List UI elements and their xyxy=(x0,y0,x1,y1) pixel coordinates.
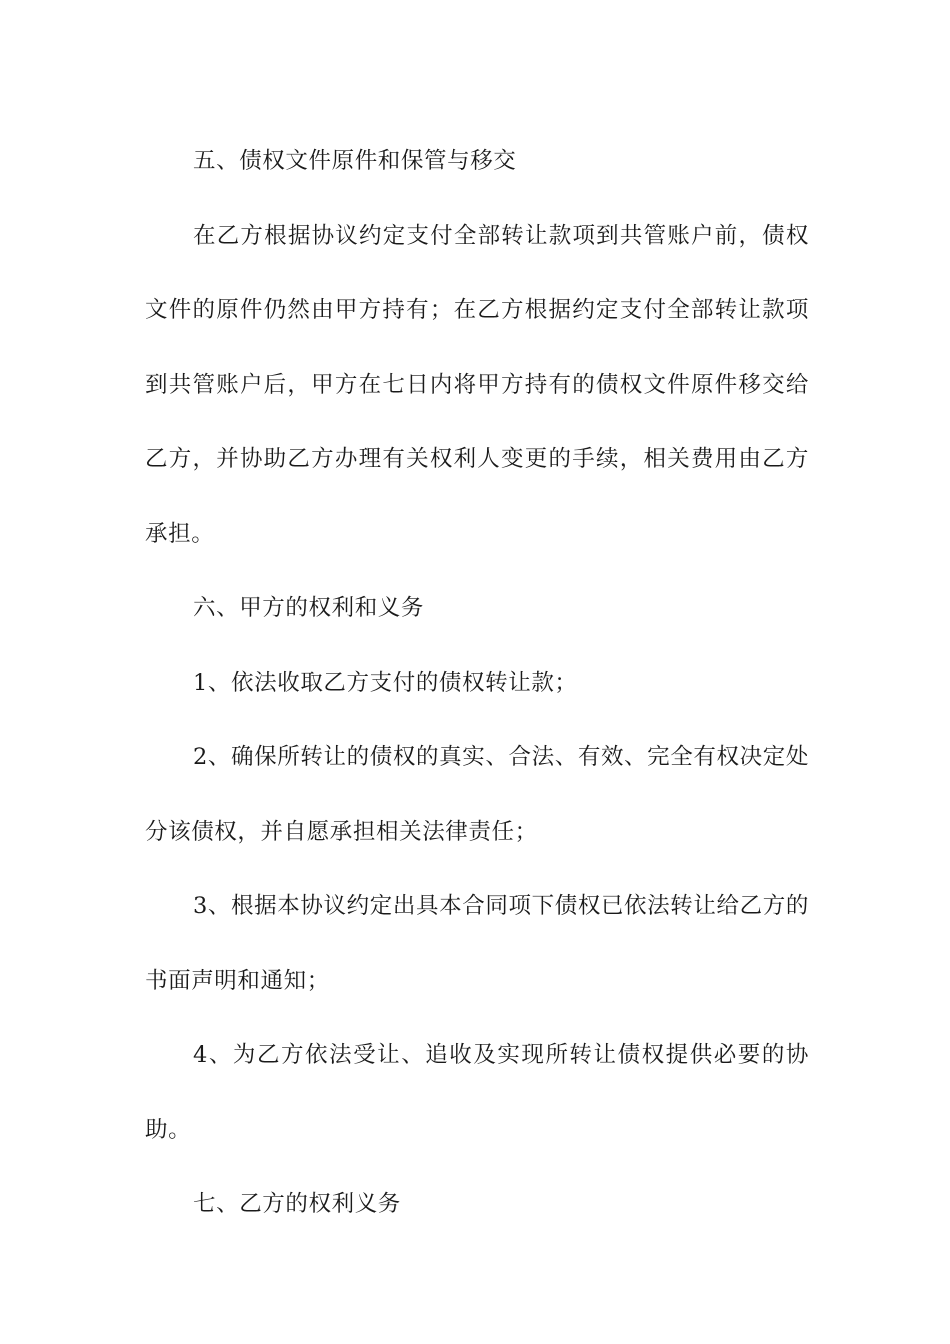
section-heading-6: 六、甲方的权利和义务 xyxy=(193,595,425,621)
paragraph-original-documents: 在乙方根据协议约定支付全部转让款项到共管账户前，债权文件的原件仍然由甲方持有；在乙方根据约定支付全部转让款项到共管账户后，甲方在七日内将甲方持有的债权文件原件移交给乙方，并协助乙方办理有关权利人变更的手续，相关费用由乙方承担。 xyxy=(145,222,809,547)
section-heading-7: 七、乙方的权利义务 xyxy=(193,1191,401,1217)
list-item-1: 1、依法收取乙方支付的债权转让款； xyxy=(193,669,578,696)
list-item-4: 4、为乙方依法受让、追收及实现所转让债权提供必要的协助。 xyxy=(145,1042,809,1143)
document-body xyxy=(145,124,809,1242)
list-item-2: 2、确保所转让的债权的真实、合法、有效、完全有权决定处分该债权，并自愿承担相关法律责任； xyxy=(145,744,809,845)
list-item-3: 3、根据本协议约定出具本合同项下债权已依法转让给乙方的书面声明和通知； xyxy=(145,893,809,994)
section-heading-5: 五、债权文件原件和保管与移交 xyxy=(193,148,517,174)
